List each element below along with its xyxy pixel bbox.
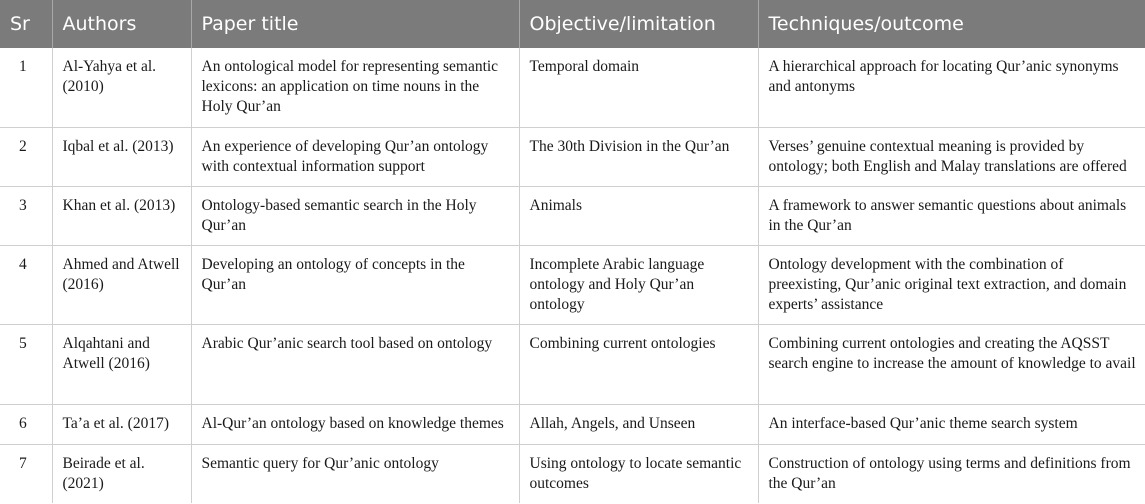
cell-techniques: A hierarchical approach for locating Qur’anic synonyms and antonyms [758, 48, 1145, 127]
cell-title: Al-Qur’an ontology based on knowledge themes [191, 404, 519, 444]
cell-techniques: Verses’ genuine contextual meaning is provided by ontology; both English and Malay translations are offered [758, 127, 1145, 186]
table-row [0, 324, 1145, 404]
cell-authors: Al-Yahya et al. (2010) [52, 48, 191, 127]
cell-authors: Iqbal et al. (2013) [52, 127, 191, 186]
cell-objective: Incomplete Arabic language ontology and Holy Qur’an ontology [519, 245, 758, 324]
cell-objective: Allah, Angels, and Unseen [519, 404, 758, 444]
cell-sr: 1 [0, 48, 52, 127]
table-row [0, 245, 1145, 324]
header-objective: Objective/limitation [519, 0, 758, 48]
header-sr: Sr [0, 0, 52, 48]
cell-authors: Alqahtani and Atwell (2016) [52, 324, 191, 404]
cell-title: An ontological model for representing semantic lexicons: an application on time nouns in the Holy Qur’an [191, 48, 519, 127]
cell-objective: Using ontology to locate semantic outcomes [519, 444, 758, 503]
table-row [0, 444, 1145, 503]
cell-techniques: Ontology development with the combination of preexisting, Qur’anic original text extraction, and domain experts’ assistance [758, 245, 1145, 324]
cell-sr: 2 [0, 127, 52, 186]
header-authors: Authors [52, 0, 191, 48]
cell-sr: 5 [0, 324, 52, 404]
table-row [0, 48, 1145, 127]
cell-techniques: Construction of ontology using terms and definitions from the Qur’an [768, 454, 1131, 492]
cell-authors: Ta’a et al. (2017) [52, 404, 191, 444]
header-row [0, 0, 1145, 48]
table-body [0, 48, 1145, 503]
cell-techniques: An interface-based Qur’anic theme search system [758, 404, 1145, 444]
cell-sr: 7 [0, 444, 52, 503]
cell-sr: 4 [0, 245, 52, 324]
cell-sr: 6 [0, 404, 52, 444]
table-row [0, 186, 1145, 245]
cell-objective: Temporal domain [519, 48, 758, 127]
cell-authors: Beirade et al. (2021) [52, 444, 191, 503]
cell-techniques: A framework to answer semantic questions about animals in the Qur’an [758, 186, 1145, 245]
cell-title: Developing an ontology of concepts in the Qur’an [191, 245, 519, 324]
cell-title: Semantic query for Qur’anic ontology [191, 444, 519, 503]
cell-objective: The 30th Division in the Qur’an [519, 127, 758, 186]
table-row [0, 404, 1145, 444]
header-paper-title: Paper title [191, 0, 519, 48]
cell-sr: 3 [0, 186, 52, 245]
header-techniques: Techniques/outcome [758, 0, 1145, 48]
cell-techniques: Combining current ontologies and creating the AQSST search engine to increase the amount of knowledge to avail [758, 324, 1145, 404]
cell-objective: Animals [519, 186, 758, 245]
cell-objective: Combining current ontologies [519, 324, 758, 404]
cell-title: An experience of developing Qur’an ontology with contextual information support [191, 127, 519, 186]
cell-authors: Khan et al. (2013) [52, 186, 191, 245]
cell-title: Ontology-based semantic search in the Holy Qur’an [191, 186, 519, 245]
cell-authors: Ahmed and Atwell (2016) [52, 245, 191, 324]
cell-title: Arabic Qur’anic search tool based on ontology [191, 324, 519, 404]
table-header [0, 0, 1145, 48]
table-row [0, 127, 1145, 186]
